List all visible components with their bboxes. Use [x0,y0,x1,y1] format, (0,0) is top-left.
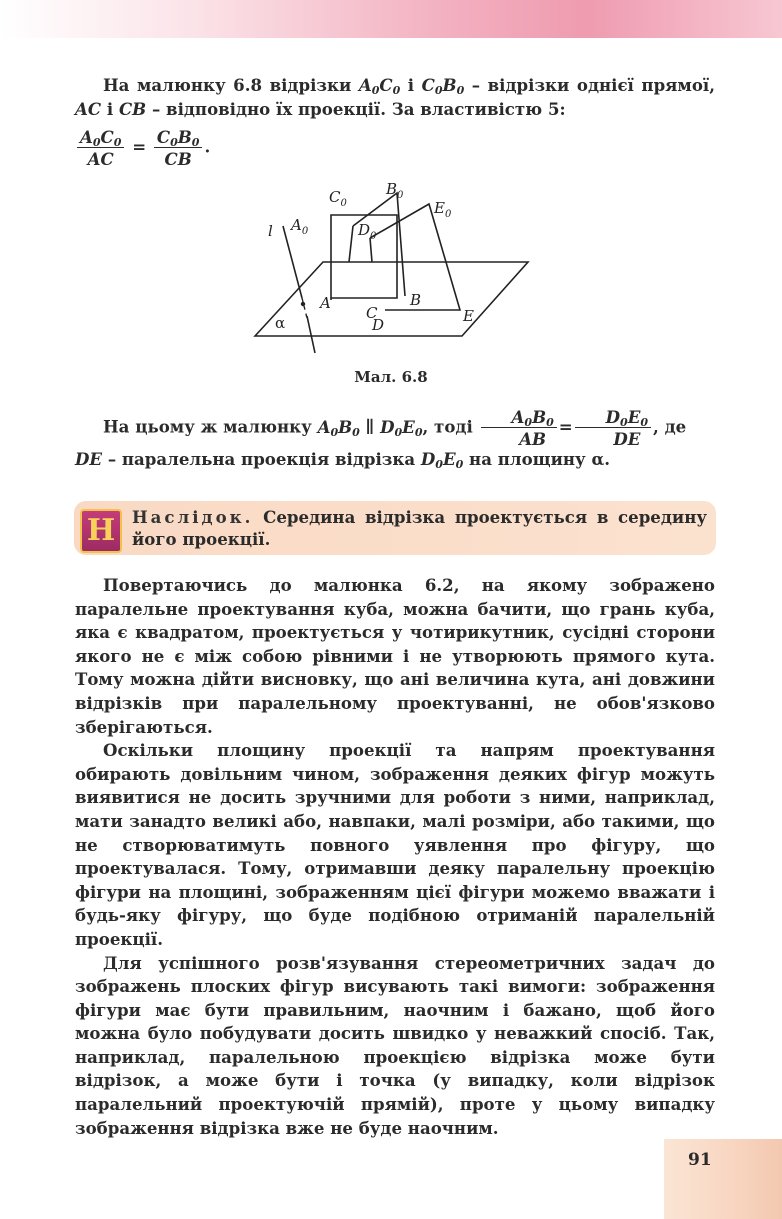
fraction-d0e0-de: $\frac{D_0E_0}{DE}$ [575,408,651,448]
text-run: , тоді [422,416,479,437]
text-run: – відрізки однієї прямої, [464,75,715,95]
page-number-band [664,1139,782,1219]
label-a: A [320,294,331,312]
corollary-letter-icon: Н [80,509,122,553]
label-e: E [463,307,474,325]
label-c: C [366,304,378,322]
segment-c0b0: $C_0B_0$ [421,75,465,97]
label-l: l [268,222,273,240]
fraction-a0b0-ab: $\frac{A_0B_0}{AB}$ [481,408,557,448]
segment-a0c0: $A_0C_0$ [358,75,401,97]
label-alpha: α [275,314,286,332]
text-run: На малюнку 6.8 відрізки [103,75,359,95]
equals-sign: = [558,416,573,437]
fraction-c0b0-cb: $\frac{C_0B_0}{CB}$ [154,128,203,168]
line-l-hidden [302,298,307,318]
segment-cb: CB [118,98,147,119]
page-number: 91 [688,1150,712,1170]
label-d0: $D_0$ [358,221,377,242]
intro-paragraph [75,74,715,121]
text-run: і [400,75,422,95]
parallel-sign: ∥ [359,416,381,437]
line-l [283,226,302,298]
segment-d0e0-2: $D_0E_0$ [420,449,464,471]
intersection-point [301,302,305,306]
text-run: – відповідно їх проекції. За властивістю 5: [146,98,566,119]
segment-ac: AC [75,98,102,119]
equals-sign: = [132,136,147,157]
label-d: D [372,316,385,334]
label-e0: $E_0$ [434,199,452,220]
label-c0: $C_0$ [329,188,347,209]
figure-caption: Мал. 6.8 [354,368,428,386]
corollary-text [132,506,707,550]
segment-de: DE [75,449,103,469]
paragraph: Для успішного розв'язування стереометричних задач до зображень плоских фігур висувають такі вимоги: зображення фігури має бути правильним, наочним і бажано, щоб його можна було побудувати досить швидко у неважкий спосіб. Так, наприклад, паралельною проекцією відрізка може бути відрізок, а може бути і точка (у випадку, коли відрізок паралельний проектуючій прямій), проте у цьому випадку зображення відрізка вже не буде наочним. [75,952,715,1138]
text-run: На цьому ж малюнку [103,416,318,437]
line-l-lower [307,316,315,353]
paragraph: Оскільки площину проекції та напрям проектування обирають довільним чином, зображення деяких фігур можуть виявитися не досить зручними для роботи з ними, наприклад, мати занадто великі або, навпаки, малі розміри, або такими, що не створюватимуть повного уявлення про фігуру, що проектувалася. Тому, отримавши деяку паралельну проекцію фігури на площині, зображенням цієї фігури можемо вважати і будь-яку фігуру, що буде подібною отриманій паралельній проекції. [75,740,715,949]
segment-c0-edge [349,226,353,262]
text-run: на площину α. [463,449,610,469]
label-b0: $B_0$ [386,180,404,201]
corollary-label: Наслідок. [132,507,254,527]
period: . [204,136,211,157]
text-run: і [101,98,119,119]
segment-a0b0: $A_0B_0$ [317,416,360,439]
label-a0: $A_0$ [291,216,309,237]
ratio-formula [75,128,210,168]
paragraph: Повертаючись до малюнка 6.2, на якому зображено паралельне проектування куба, можна бачити, що грань куба, яка є квадратом, проектується у чотирикутник, сусідні сторони якого не є між собою рівними і не утворюють прямого кута. Тому можна дійти висновку, що ані величина кута, ані довжини відрізків при паралельному проектуванні, не обов'язково зберігаються. [75,575,715,737]
figure-6-8-diagram [245,178,535,358]
corollary-statement: Середина відрізка проектується в середину його проекції. [132,507,707,549]
label-b: B [410,291,422,309]
text-run: , де [653,416,687,437]
segment-d0e0: $D_0E_0$ [380,416,423,439]
corollary-box [74,501,716,555]
text-run: – паралельна проекція відрізка [102,449,421,469]
body-text [75,574,715,1140]
top-decorative-band [0,0,782,38]
fraction-a0c0-ac: $\frac{A_0C_0}{AC}$ [77,128,124,168]
similarity-paragraph [75,408,715,472]
